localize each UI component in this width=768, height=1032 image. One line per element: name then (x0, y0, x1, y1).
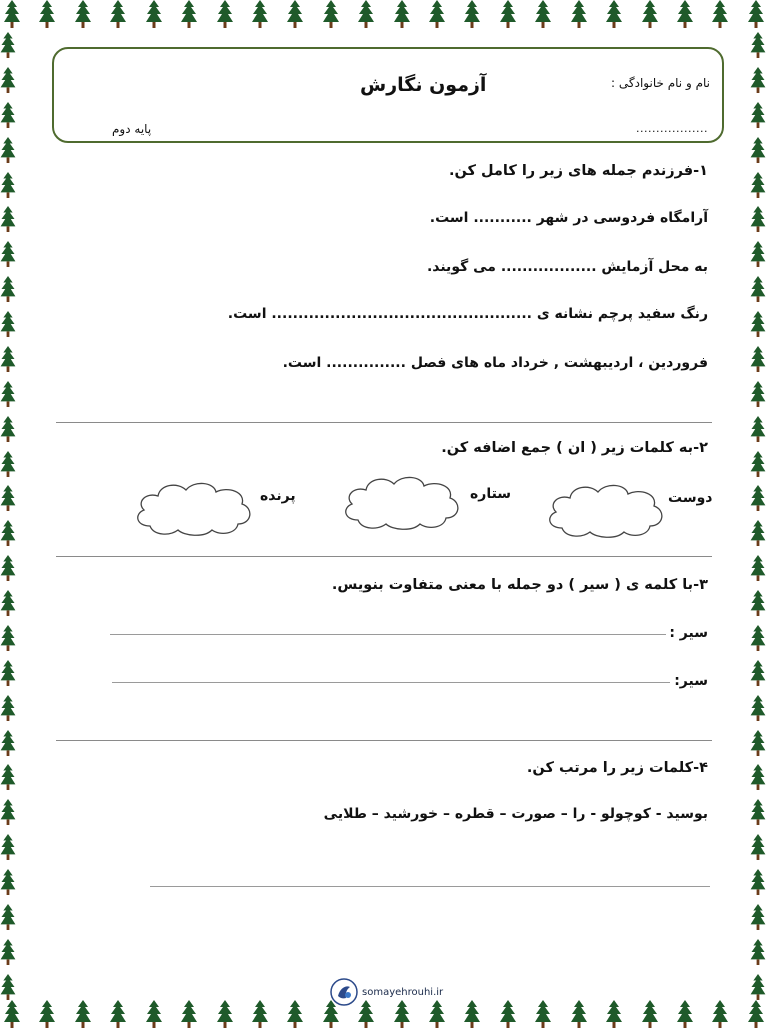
pine-tree-icon (712, 0, 728, 28)
pine-tree-icon (0, 137, 16, 163)
question-4-title: ۴-کلمات زیر را مرتب کن. (526, 760, 708, 776)
pine-tree-icon (0, 102, 16, 128)
pine-tree-icon (0, 590, 16, 616)
pine-tree-icon (217, 1000, 233, 1028)
cloud-answer-box[interactable] (128, 478, 258, 538)
pine-tree-icon (0, 974, 16, 1000)
pine-tree-icon (39, 0, 55, 28)
pine-tree-icon (500, 0, 516, 28)
pine-tree-icon (0, 555, 16, 581)
pine-tree-icon (750, 67, 766, 93)
exam-title: آزمون نگارش (360, 74, 487, 96)
word-parandeh: پرنده (260, 488, 296, 504)
pine-tree-icon (750, 869, 766, 895)
pine-tree-icon (0, 764, 16, 790)
pine-tree-icon (750, 834, 766, 860)
question-1-line[interactable]: به محل آزمایش .................. می گویند. (426, 259, 708, 275)
pine-tree-icon (677, 1000, 693, 1028)
pine-tree-icon (0, 834, 16, 860)
cloud-answer-box[interactable] (540, 480, 670, 540)
pine-tree-icon (750, 904, 766, 930)
pine-tree-icon (464, 1000, 480, 1028)
pine-tree-icon (0, 346, 16, 372)
pine-tree-icon (606, 0, 622, 28)
pine-tree-icon (0, 67, 16, 93)
pine-tree-icon (606, 1000, 622, 1028)
footer-brand (330, 978, 443, 1006)
pine-tree-icon (0, 485, 16, 511)
pine-tree-icon (642, 1000, 658, 1028)
answer-line[interactable] (150, 886, 710, 887)
pine-tree-icon (750, 625, 766, 651)
name-label: نام و نام خانوادگی : (611, 76, 710, 90)
pine-tree-icon (4, 1000, 20, 1028)
pine-tree-icon (0, 32, 16, 58)
pine-tree-icon (748, 0, 764, 28)
pine-tree-icon (750, 695, 766, 721)
pine-tree-icon (75, 0, 91, 28)
pine-tree-icon (750, 590, 766, 616)
pine-tree-icon (0, 904, 16, 930)
left-tree-border (0, 32, 18, 1000)
pine-tree-icon (750, 416, 766, 442)
site-url[interactable]: somayehrouhi.ir (362, 986, 444, 998)
question-3-title: ۳-با کلمه ی ( سیر ) دو جمله با معنی متفاوت بنویس. (331, 577, 708, 593)
scrambled-words: بوسید - کوچولو - را – صورت – قطره – خورشید – طلایی (323, 806, 708, 822)
pine-tree-icon (0, 451, 16, 477)
pine-tree-icon (750, 730, 766, 756)
section-divider (56, 556, 712, 557)
pine-tree-icon (750, 102, 766, 128)
pine-tree-icon (358, 0, 374, 28)
pine-tree-icon (0, 241, 16, 267)
sir-label-2: سیر: (674, 673, 708, 689)
pine-tree-icon (571, 0, 587, 28)
pine-tree-icon (252, 1000, 268, 1028)
pine-tree-icon (0, 695, 16, 721)
site-logo-icon (330, 978, 358, 1006)
section-divider (56, 422, 712, 423)
answer-line[interactable] (112, 682, 670, 683)
pine-tree-icon (0, 311, 16, 337)
pine-tree-icon (571, 1000, 587, 1028)
pine-tree-icon (750, 311, 766, 337)
question-1-line[interactable]: فروردین ، اردیبهشت , خرداد ماه های فصل ............... است. (282, 355, 708, 371)
answer-line[interactable] (110, 634, 666, 635)
pine-tree-icon (0, 520, 16, 546)
pine-tree-icon (0, 206, 16, 232)
pine-tree-icon (750, 381, 766, 407)
pine-tree-icon (181, 0, 197, 28)
pine-tree-icon (750, 241, 766, 267)
pine-tree-icon (146, 1000, 162, 1028)
pine-tree-icon (110, 0, 126, 28)
pine-tree-icon (750, 451, 766, 477)
cloud-answer-box[interactable] (336, 472, 466, 532)
pine-tree-icon (110, 1000, 126, 1028)
pine-tree-icon (0, 381, 16, 407)
pine-tree-icon (748, 1000, 764, 1028)
pine-tree-icon (181, 1000, 197, 1028)
top-tree-border (0, 0, 768, 32)
pine-tree-icon (500, 1000, 516, 1028)
pine-tree-icon (642, 0, 658, 28)
pine-tree-icon (750, 555, 766, 581)
pine-tree-icon (750, 276, 766, 302)
pine-tree-icon (464, 0, 480, 28)
pine-tree-icon (4, 0, 20, 28)
pine-tree-icon (39, 1000, 55, 1028)
pine-tree-icon (287, 0, 303, 28)
right-tree-border (750, 32, 768, 1000)
question-1-title: ۱-فرزندم جمله های زیر را کامل کن. (448, 163, 708, 179)
pine-tree-icon (750, 660, 766, 686)
word-setareh: ستاره (470, 486, 512, 502)
pine-tree-icon (677, 0, 693, 28)
pine-tree-icon (750, 764, 766, 790)
pine-tree-icon (217, 0, 233, 28)
question-2-title: ۲-به کلمات زیر ( ان ) جمع اضافه کن. (441, 440, 708, 456)
pine-tree-icon (0, 172, 16, 198)
sir-label-1: سیر : (669, 625, 708, 641)
question-1-line[interactable]: رنگ سفید پرچم نشانه ی ................................................. است. (227, 306, 708, 322)
pine-tree-icon (0, 276, 16, 302)
pine-tree-icon (750, 346, 766, 372)
pine-tree-icon (75, 1000, 91, 1028)
question-1-line[interactable]: آرامگاه فردوسی در شهر ........... است. (429, 210, 708, 226)
pine-tree-icon (0, 799, 16, 825)
pine-tree-icon (750, 520, 766, 546)
pine-tree-icon (394, 0, 410, 28)
pine-tree-icon (252, 0, 268, 28)
pine-tree-icon (0, 869, 16, 895)
pine-tree-icon (750, 137, 766, 163)
pine-tree-icon (750, 939, 766, 965)
pine-tree-icon (323, 0, 339, 28)
pine-tree-icon (750, 974, 766, 1000)
pine-tree-icon (750, 206, 766, 232)
grade-label: پایه دوم (112, 122, 152, 136)
pine-tree-icon (750, 799, 766, 825)
pine-tree-icon (429, 0, 445, 28)
pine-tree-icon (750, 485, 766, 511)
pine-tree-icon (0, 730, 16, 756)
pine-tree-icon (146, 0, 162, 28)
pine-tree-icon (0, 416, 16, 442)
name-blank[interactable]: .................. (636, 122, 708, 135)
pine-tree-icon (287, 1000, 303, 1028)
pine-tree-icon (750, 32, 766, 58)
pine-tree-icon (535, 1000, 551, 1028)
pine-tree-icon (535, 0, 551, 28)
pine-tree-icon (750, 172, 766, 198)
pine-tree-icon (712, 1000, 728, 1028)
pine-tree-icon (0, 939, 16, 965)
word-doost: دوست (668, 490, 713, 506)
pine-tree-icon (0, 625, 16, 651)
pine-tree-icon (0, 660, 16, 686)
section-divider (56, 740, 712, 741)
